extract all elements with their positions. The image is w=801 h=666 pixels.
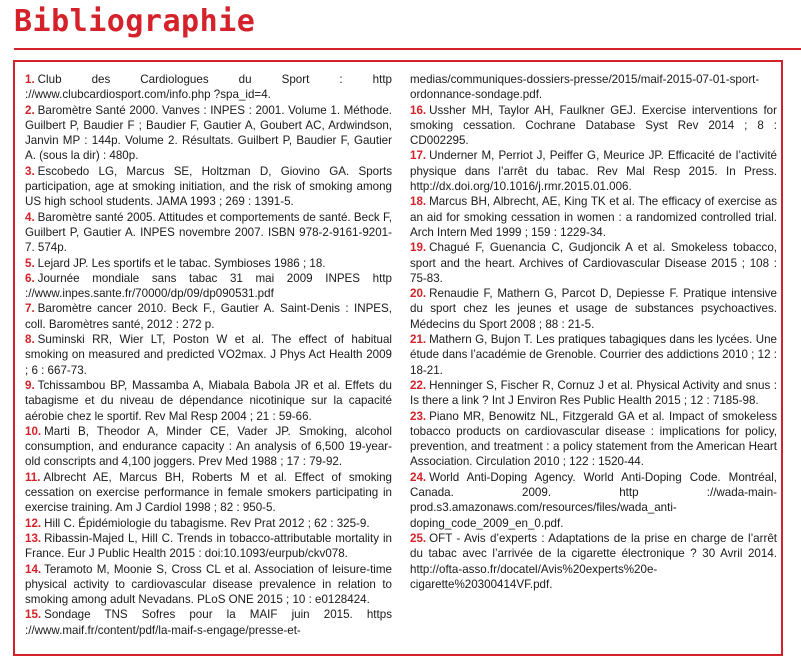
reference-number: 11. [25,470,41,484]
reference-number: 23. [410,409,427,423]
reference-text: World Anti-Doping Agency. World Anti-Doping Code. Montréal, Canada. 2009. http ://wada-main-prod.s3.amazonaws.com/resources/files/wada_anti-doping_code_2009_en_0.pdf. [410,470,777,530]
reference-text: Underner M, Perriot J, Peiffer G, Meurice JP. Efficacité de l’activité physique dans l’arrêt du tabac. Rev Mal Resp 2015. In Press. http://dx.doi.org/10.1016/j.rmr.2015.01.006. [410,149,777,194]
reference-item [25,72,392,103]
reference-number: 22. [410,378,427,392]
reference-number: 24. [410,470,427,484]
reference-text: Baromètre Santé 2000. Vanves : INPES : 2001. Volume 1. Méthode. Guilbert P, Baudier F ; Baudier F, Gautier A, Goubert AC, Ardwindson, Janvin MP : 144p. Volume 2. Résultats. Guilbert P, Baudier F, Gautier A. (sous la dir) : 480p. [25,103,392,163]
reference-item [25,256,392,271]
reference-item [25,210,392,256]
reference-number: 9. [25,378,35,392]
reference-number: 19. [410,241,427,255]
reference-item [410,470,777,531]
reference-item [410,240,777,286]
reference-number: 18. [410,195,427,209]
reference-item [25,516,392,531]
reference-text: Albrecht AE, Marcus BH, Roberts M et al. Effect of smoking cessation on exercise performance in female smokers participating in exercise training. Am J Cardiol 1998 ; 82 : 950-5. [25,470,392,515]
reference-text: Sondage TNS Sofres pour la MAIF juin 2015. https ://www.maif.fr/content/pdf/la-maif-s-engage/presse-et-medias/communiques-dossiers-presse/2015/maif-2015-07-01-sport-ordonnance-sondage.pdf. [25,73,760,637]
reference-number: 12. [25,516,42,530]
reference-item [25,470,392,516]
reference-text: Piano MR, Benowitz NL, Fitzgerald GA et al. Impact of smokeless tobacco products on cardiovascular disease : implications for policy, prevention, and treatment : a policy statement from the American Heart Association. Circulation 2010 ; 122 : 1520-44. [410,409,777,469]
reference-item [410,531,777,592]
reference-text: Club des Cardiologues du Sport : http ://www.clubcardiosport.com/info.php ?spa_id=4. [25,73,392,102]
reference-number: 4. [25,210,35,224]
reference-number: 1. [25,73,35,86]
reference-text: Baromètre santé 2005. Attitudes et comportements de santé. Beck F, Guilbert P, Gautier A. INPES novembre 2007. ISBN 978-2-9161-9201-7. 574p. [25,210,392,255]
reference-item [25,271,392,302]
reference-text: Mathern G, Bujon T. Les pratiques tabagiques dans les lycées. Une étude dans l’académie de Grenoble. Courrier des addictions 2010 ; 12 : 18-21. [410,333,777,377]
reference-text: Teramoto M, Moonie S, Cross CL et al. Association of leisure-time physical activity to cardiovascular disease prevalence in relation to smoking among adult Nevadans. PLoS ONE 2015 ; 10 : e0128424. [25,562,392,607]
reference-item [410,148,777,194]
reference-item [410,332,777,378]
reference-number: 17. [410,149,427,163]
reference-number: 2. [25,103,35,117]
reference-item [410,378,777,409]
reference-item [410,286,777,332]
reference-item [410,409,777,470]
reference-item [25,562,392,608]
reference-number: 3. [25,164,35,178]
reference-text: Escobedo LG, Marcus SE, Holtzman D, Giovino GA. Sports participation, age at smoking initiation, and the risk of smoking among US high school students. JAMA 1993 ; 269 : 1391-5. [25,164,392,209]
reference-text: Lejard JP. Les sportifs et le tabac. Symbioses 1986 ; 18. [37,256,326,270]
reference-text: Marcus BH, Albrecht, AE, King TK et al. The efficacy of exercise as an aid for smoking cessation in women : a randomized controlled trial. Arch Intern Med 1999 ; 159 : 1229-34. [410,195,777,239]
reference-item [25,301,392,332]
reference-number: 21. [410,333,427,347]
title-underline [14,48,801,50]
reference-text: Journée mondiale sans tabac 31 mai 2009 INPES http ://www.inpes.sante.fr/70000/dp/09/dp090531.pdf [25,271,392,301]
reference-number: 15. [25,608,42,622]
reference-number: 10. [25,424,42,438]
reference-number: 25. [410,531,427,545]
reference-number: 5. [25,256,35,270]
reference-number: 14. [25,562,42,576]
reference-number: 7. [25,302,35,316]
reference-number: 20. [410,287,427,301]
reference-text: Tchissambou BP, Massamba A, Miabala Babola JR et al. Effets du tabagisme et du niveau de dépendance nicotinique sur la capacité aérobie chez le sportif. Rev Mal Resp 2004 ; 21 : 59-66. [25,378,392,423]
reference-text: Suminski RR, Wier LT, Poston W et al. The effect of habitual smoking on measured and predicted VO2max. J Phys Act Health 2009 ; 6 : 667-73. [25,333,392,377]
reference-text: Baromètre cancer 2010. Beck F., Gautier A. Saint-Denis : INPES, coll. Baromètres santé, 2012 : 272 p. [25,302,392,331]
reference-item [410,194,777,240]
reference-number: 16. [410,103,427,117]
reference-number: 8. [25,333,35,347]
reference-list [25,72,777,652]
reference-text: Ribassin-Majed L, Hill C. Trends in tobacco-attributable mortality in France. Eur J Public Health 2015 : doi:10.1093/eurpub/ckv078. [25,531,392,561]
reference-text: Hill C. Épidémiologie du tabagisme. Rev Prat 2012 ; 62 : 325-9. [44,516,370,530]
reference-text: Henninger S, Fischer R, Cornuz J et al. Physical Activity and snus : Is there a link ? Int J Environ Res Public Health 2015 ; 12 : 7185-98. [410,378,777,408]
reference-number: 13. [25,531,42,545]
page-title: Bibliographie [14,4,256,39]
reference-item [25,332,392,378]
reference-text: Marti B, Theodor A, Minder CE, Vader JP. Smoking, alcohol consumption, and endurance capacity : An analysis of 6,500 19-year-old conscripts and 4,100 joggers. Prev Med 1988 ; 17 : 79-92. [25,424,392,469]
reference-text: OFT - Avis d’experts : Adaptations de la prise en charge de l’arrêt du tabac avec l’arrivée de la cigarette électronique ? 30 Avril 2014. http://ofta-asso.fr/docatel/Avis%20experts%20e-cigarette%20300414VF.pdf. [410,531,777,591]
reference-item [25,164,392,210]
reference-item [25,424,392,470]
reference-item [410,103,777,149]
reference-item [25,103,392,164]
reference-item [25,531,392,562]
reference-text: Ussher MH, Taylor AH, Faulkner GEJ. Exercise interventions for smoking cessation. Cochrane Database Syst Rev 2014 ; 8 : CD002295. [410,103,777,148]
reference-text: Chagué F, Guenancia C, Gudjoncik A et al. Smokeless tobacco, sport and the heart. Archives of Cardiovascular Disease 2015 ; 108 : 75-83. [410,241,777,285]
reference-text: Renaudie F, Mathern G, Parcot D, Depiesse F. Pratique intensive du sport chez les jeunes et usage de substances psychoactives. Médecins du Sport 2008 ; 88 : 21-5. [410,287,777,331]
reference-item [25,378,392,424]
reference-number: 6. [25,271,35,285]
